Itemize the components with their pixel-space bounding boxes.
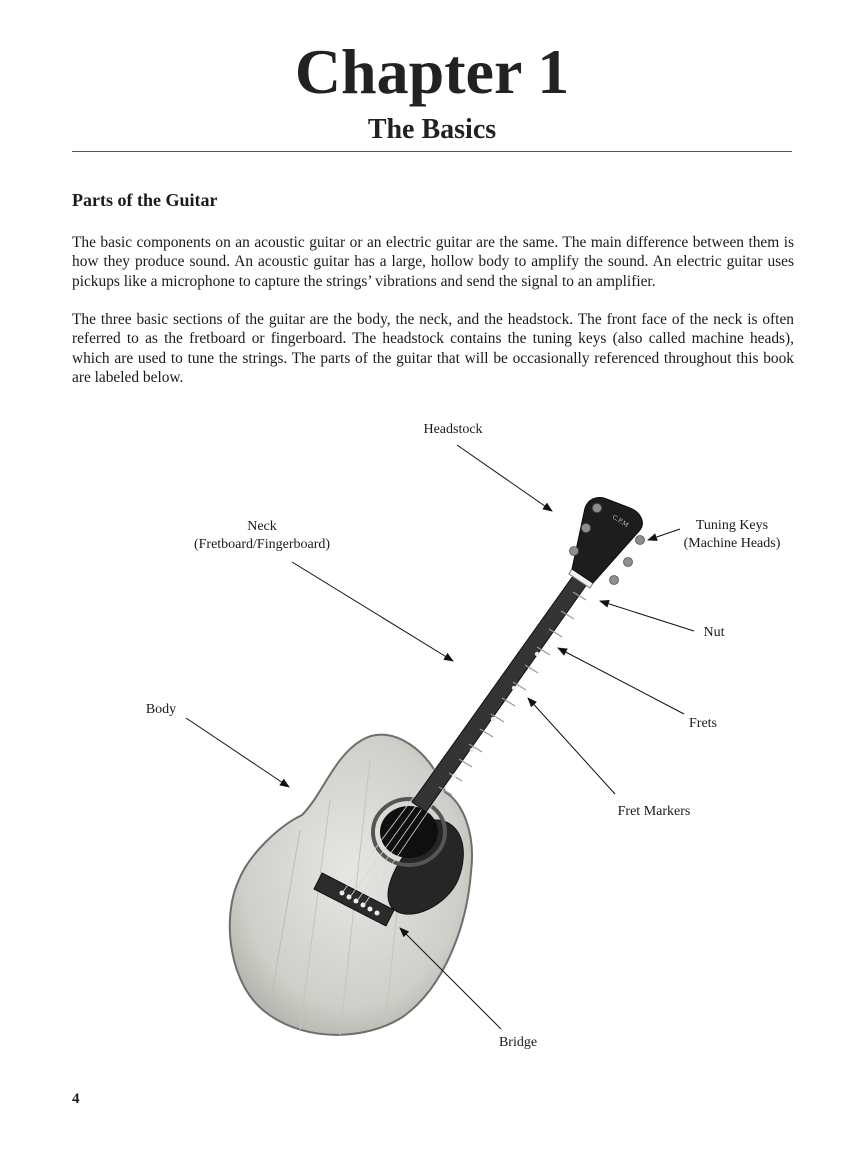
body-paragraph: The three basic sections of the guitar are the body, the neck, and the headstock. The front face of the neck is often referred to as the fretboard or fingerboard. The headstock contains the tuning keys (also called machine heads), which are used to tune the strings. The parts of the guitar that will be occasionally referenced throughout this book are labeled below. (72, 311, 794, 386)
chapter-title: Chapter 1 (294, 36, 570, 107)
label-frets: Frets (689, 716, 717, 731)
chapter-subtitle: The Basics (367, 114, 497, 145)
label-fret-markers: Fret Markers (617, 804, 691, 819)
section-heading: Parts of the Guitar (72, 190, 218, 210)
label-neck-line2: (Fretboard/Fingerboard) (193, 537, 331, 552)
label-nut: Nut (703, 625, 725, 640)
headstock (572, 497, 642, 583)
guitar-neck (412, 576, 587, 812)
label-tuning-keys (672, 517, 792, 553)
label-bridge: Bridge (498, 1035, 538, 1050)
label-body: Body (145, 702, 177, 717)
svg-text:C.F.M: C.F.M (610, 513, 630, 530)
label-tuning-keys-line1: Tuning Keys (695, 518, 769, 533)
label-headstock: Headstock (423, 422, 483, 437)
label-neck (172, 518, 352, 554)
page-number: 4 (72, 1091, 80, 1107)
body-paragraph: The basic components on an acoustic guitar or an electric guitar are the same. The main difference between them is how they produce sound. An acoustic guitar has a large, hollow body to amplify the sound. An electric guitar uses pickups like a microphone to capture the strings’ vibrations and send the signal to an amplifier. (72, 234, 794, 290)
soundhole (373, 799, 445, 865)
label-tuning-keys-line2: (Machine Heads) (683, 536, 781, 551)
label-neck-line1: Neck (247, 519, 277, 534)
